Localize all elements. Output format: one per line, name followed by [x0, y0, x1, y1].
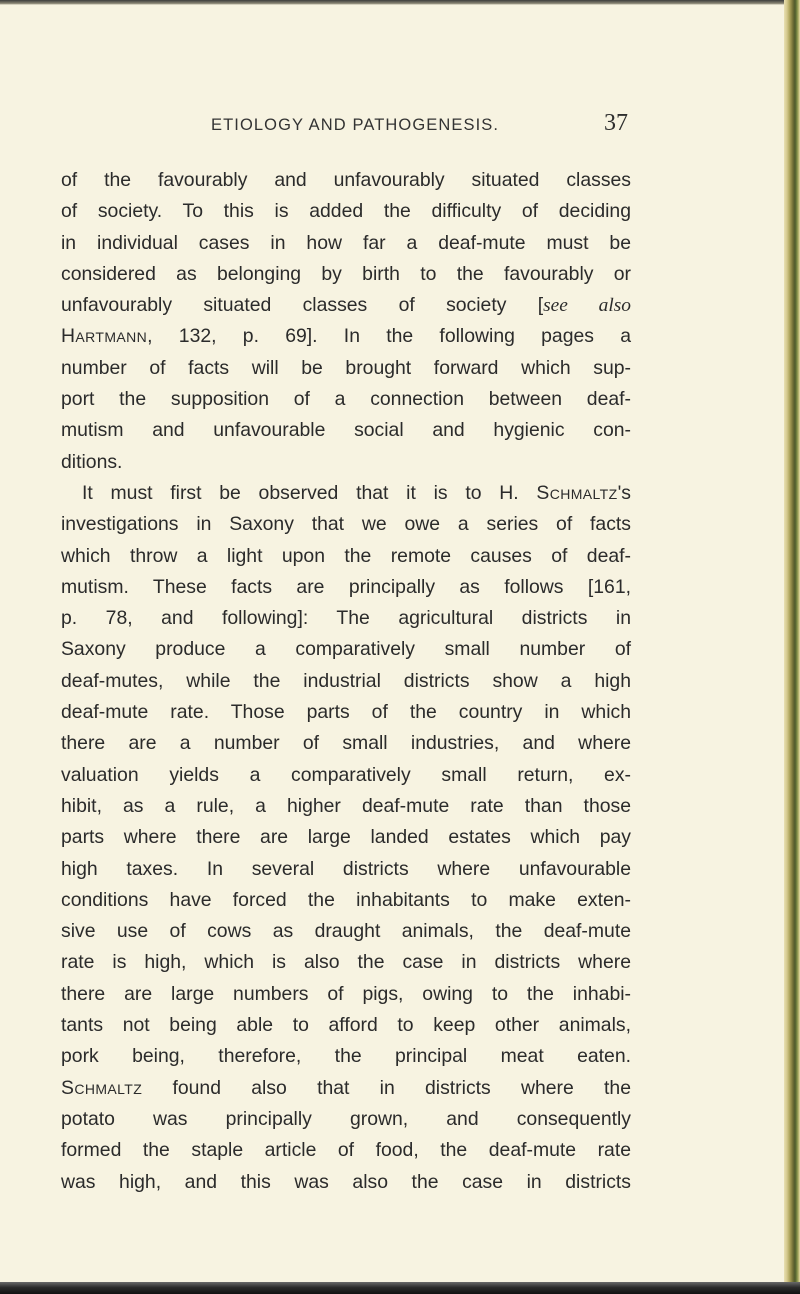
text-line: which throw a light upon the remote causes of deaf-	[61, 544, 631, 567]
text-line: mutism and unfavourable social and hygienic con-	[61, 419, 631, 442]
text-line: pork being, therefore, the principal meat eaten.	[61, 1045, 631, 1068]
text-line	[61, 290, 631, 321]
text-line: Saxony produce a comparatively small number of	[61, 638, 631, 661]
text-line: port the supposition of a connection between deaf-	[61, 388, 631, 411]
running-head: ETIOLOGY AND PATHOGENESIS.	[211, 116, 500, 134]
text-run: , 132, p. 69]. In the following pages a	[147, 325, 631, 348]
text-run: found also that in districts where the	[142, 1076, 631, 1099]
page-number: 37	[604, 110, 628, 136]
text-line: potato was principally grown, and consequently	[61, 1107, 631, 1130]
text-line: formed the staple article of food, the deaf-mute rate	[61, 1139, 631, 1162]
text-line: in individual cases in how far a deaf-mute must be	[61, 231, 631, 254]
page-bottom-edge	[0, 1282, 800, 1294]
text-line	[61, 1073, 631, 1104]
text-line: conditions have forced the inhabitants to make exten-	[61, 888, 631, 911]
text-line: tants not being able to afford to keep other animals,	[61, 1014, 631, 1037]
italic-text: see also	[543, 295, 631, 317]
text-line: of the favourably and unfavourably situated classes	[61, 169, 631, 191]
text-line: deaf-mutes, while the industrial districts show a high	[61, 669, 631, 692]
text-line: parts where there are large landed estates which pay	[61, 826, 631, 849]
text-line: p. 78, and following]: The agricultural districts in	[61, 607, 631, 630]
text-line: considered as belonging by birth to the favourably or	[61, 262, 631, 285]
text-line: mutism. These facts are principally as follows [161,	[61, 575, 631, 598]
text-line: hibit, as a rule, a higher deaf-mute rate than those	[61, 794, 631, 817]
book-spine-edge	[784, 0, 800, 1294]
author-name: Schmaltz	[61, 1076, 143, 1099]
text-line	[61, 478, 631, 509]
text-line: number of facts will be brought forward which sup-	[61, 356, 631, 379]
text-line: there are a number of small industries, and where	[61, 732, 631, 755]
text-line: there are large numbers of pigs, owing to the inhabi-	[61, 982, 631, 1005]
text-line: valuation yields a comparatively small return, ex-	[61, 763, 631, 786]
body-text	[61, 165, 631, 1198]
author-name: Schmaltz	[536, 481, 618, 504]
text-line: of society. To this is added the difficulty of deciding	[61, 200, 631, 223]
text-run: It must first be observed that it is to H.	[82, 481, 537, 504]
text-line: sive use of cows as draught animals, the deaf-mute	[61, 920, 631, 943]
text-line: deaf-mute rate. Those parts of the country in which	[61, 701, 631, 724]
text-line: rate is high, which is also the case in districts where	[61, 951, 631, 974]
text-line: ditions.	[61, 450, 123, 473]
text-line: investigations in Saxony that we owe a series of facts	[61, 513, 631, 536]
text-run: unfavourably situated classes of society [	[61, 294, 544, 317]
text-run: 's	[617, 481, 631, 504]
author-name: Hartmann	[61, 325, 148, 348]
text-line	[61, 321, 631, 352]
page-top-edge	[0, 0, 800, 5]
text-line: was high, and this was also the case in districts	[61, 1170, 631, 1193]
page-header	[60, 110, 776, 140]
text-line: high taxes. In several districts where unfavourable	[61, 857, 631, 880]
